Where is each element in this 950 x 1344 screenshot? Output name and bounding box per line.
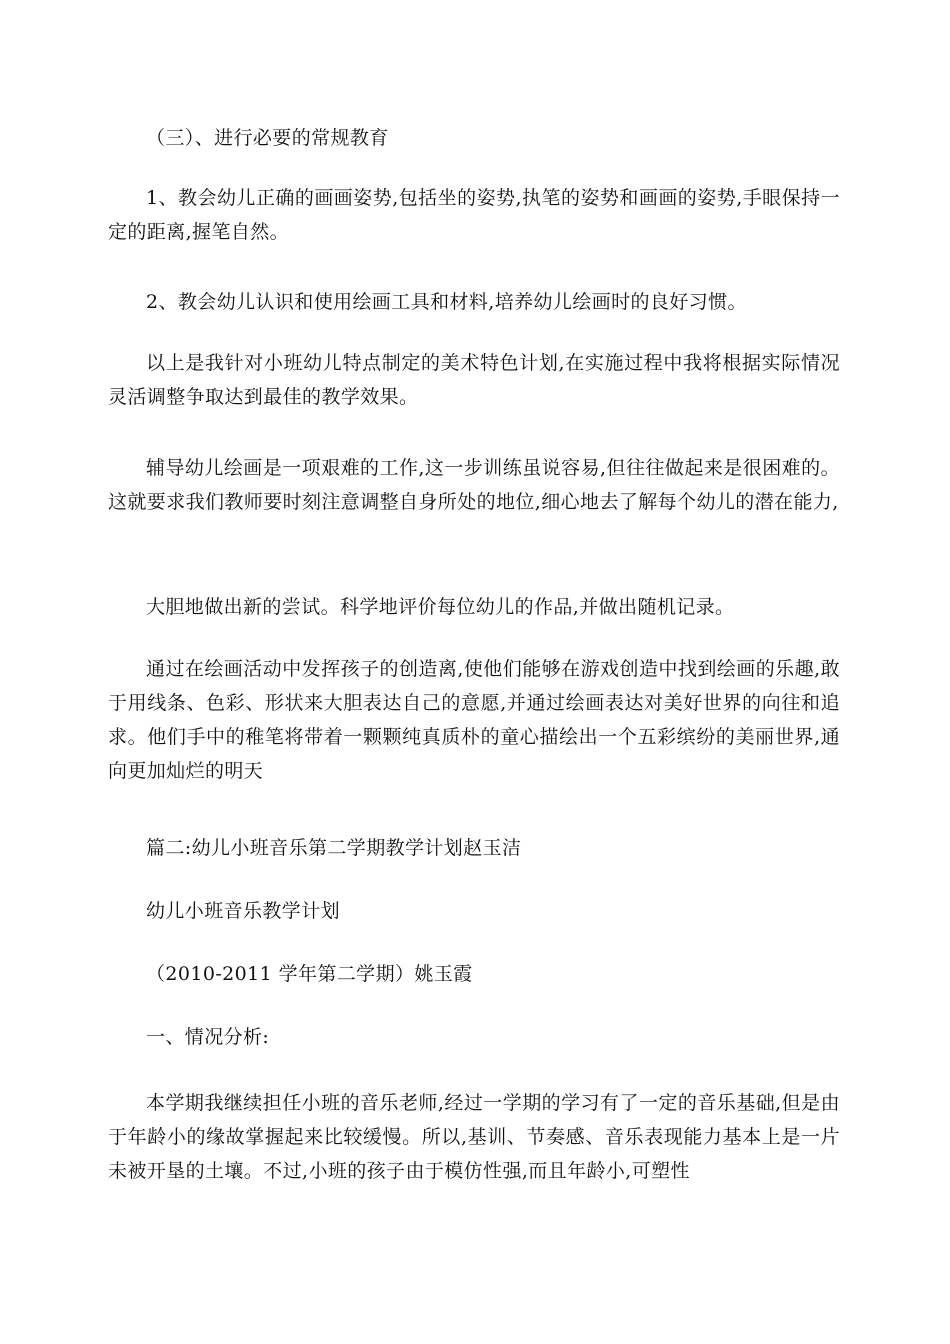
paragraph-bold-attempts: 大胆地做出新的尝试。科学地评价每位幼儿的作品,并做出随机记录。: [146, 596, 735, 618]
section-heading-routine-education: （三）、进行必要的常规教育: [146, 127, 389, 149]
plan-title: 幼儿小班音乐教学计划: [146, 900, 341, 922]
paragraph-drawing-tools: 2、教会幼儿认识和使用绘画工具和材料,培养幼儿绘画时的良好习惯。: [146, 291, 747, 313]
article-title-part-two: 篇二:幼儿小班音乐第二学期教学计划赵玉洁: [146, 837, 522, 859]
paragraph-drawing-posture: 1、教会幼儿正确的画画姿势,包括坐的姿势,执笔的姿势和画画的姿势,手眼保持一定的距离,握笔自然。: [108, 187, 840, 243]
paragraph-creativity: 通过在绘画活动中发挥孩子的创造离,使他们能够在游戏创造中找到绘画的乐趣,敢于用线条、色彩、形状来大胆表达自己的意愿,并通过绘画表达对美好世界的向往和追求。他们手中的稚笔将带着一颗颗纯真质朴的童心描绘出一个五彩缤纷的美丽世界,通向更加灿烂的明天: [108, 658, 840, 782]
paragraph-situation-analysis: 本学期我继续担任小班的音乐老师,经过一学期的学习有了一定的音乐基础,但是由于年龄小的缘故掌握起来比较缓慢。所以,基训、节奏感、音乐表现能力基本上是一片未被开垦的土壤。不过,小班的孩子由于模仿性强,而且年龄小,可塑性: [108, 1092, 840, 1182]
plan-term-author: （2010-2011 学年第二学期）姚玉霞: [146, 963, 473, 985]
paragraph-guiding-drawing: 辅导幼儿绘画是一项艰难的工作,这一步训练虽说容易,但往往做起来是很困难的。这就要求我们教师要时刻注意调整自身所处的地位,细心地去了解每个幼儿的潜在能力,: [108, 457, 840, 513]
section-heading-situation-analysis: 一、情况分析:: [146, 1026, 270, 1048]
paragraph-art-plan-summary: 以上是我针对小班幼儿特点制定的美术特色计划,在实施过程中我将根据实际情况灵活调整争取达到最佳的教学效果。: [108, 352, 840, 408]
